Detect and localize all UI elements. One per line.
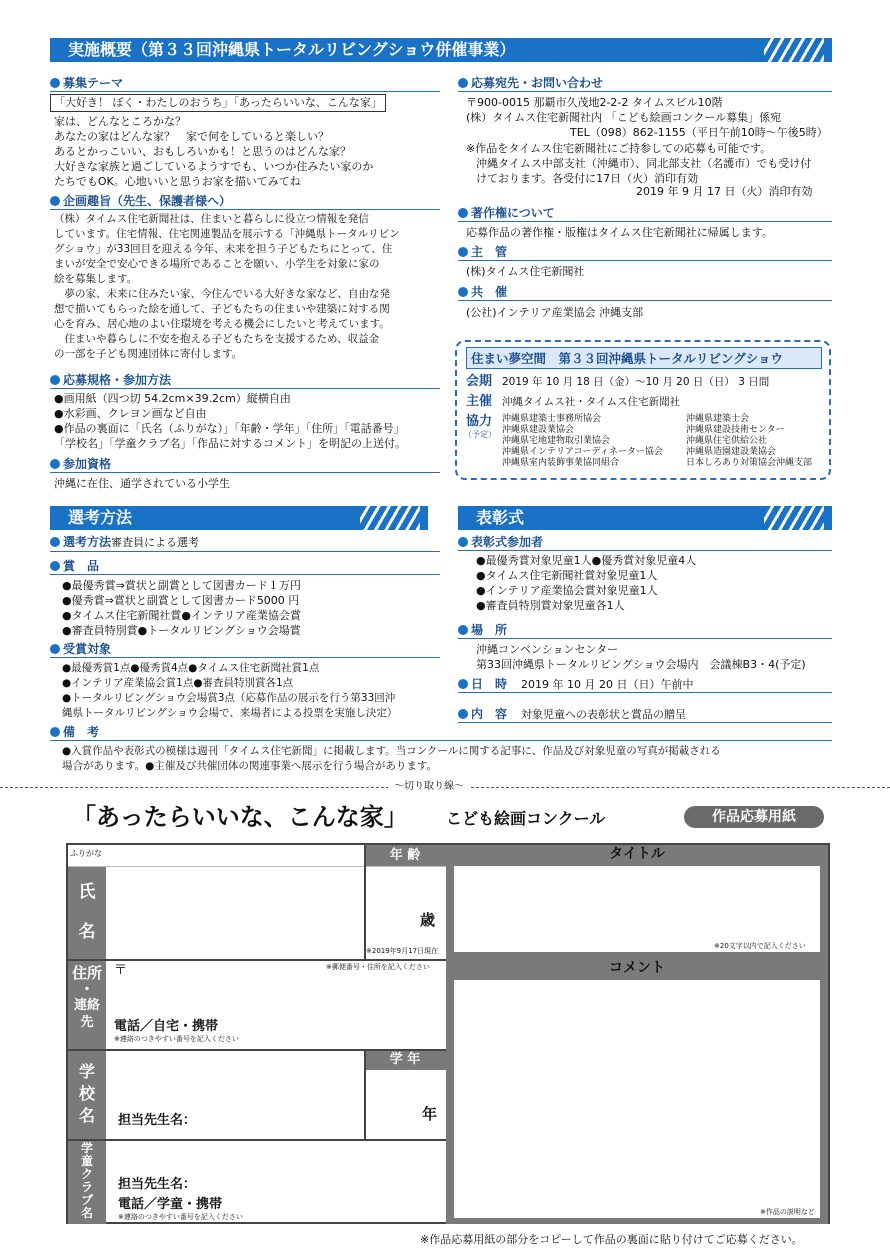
grade-unit: 年	[422, 1105, 438, 1123]
bullet-icon	[50, 561, 60, 571]
entry-form	[66, 843, 830, 1224]
deadline: 2019 年 9 月 17 日（火）消印有効	[636, 185, 813, 198]
bullet-icon	[50, 644, 60, 654]
bullet-icon	[50, 375, 60, 385]
eligibility-text: 沖縄に在住、通学されている小学生	[54, 477, 230, 490]
coop-left-list: 沖縄県建築士事務所協会 沖縄県建設業協会 沖縄県宅地建物取引業協会 沖縄県インテリアコーディネーター協会 沖縄県室内装飾事業協同組合	[502, 414, 663, 468]
purpose-heading: 企画趣旨（先生、保護者様へ）	[50, 193, 440, 210]
organizer-text: (株)タイムス住宅新聞社	[466, 265, 585, 278]
ceremony-band	[458, 506, 832, 530]
phone-note: ※連絡のつきやすい番号を記入ください	[114, 1035, 239, 1043]
rule	[68, 959, 446, 961]
host-text: 沖縄タイムス社・タイムス住宅新聞社	[502, 396, 681, 408]
club-teacher-input[interactable]	[208, 1175, 444, 1195]
method-heading: 選考方法審査員による選考	[50, 534, 440, 551]
phone-label: 電話／自宅・携帯	[114, 1019, 219, 1034]
club-label: 学 童 ク ラ ブ 名	[68, 1139, 106, 1224]
prizes-list: ●最優秀賞⇒賞状と副賞として図書カード１万円 ●優秀賞⇒賞状と副賞として図書カード5000 円 ●タイムス住宅新聞社賞●インテリア産業協会賞 ●審査員特別賞●トータルリビングショウ会場賞	[62, 579, 301, 637]
eligibility-heading: 参加資格	[50, 456, 440, 473]
place-text: 沖縄コンベンションセンター 第33回沖縄県トータルリビングショウ会場内 会議棟B3・4(予定)	[476, 643, 806, 671]
bullet-icon	[50, 727, 60, 737]
age-note: ※2019年9月17日現在	[366, 947, 439, 955]
content-heading: 内 容 対象児童への表彰状と賞品の贈呈	[458, 706, 832, 723]
form-subtitle: こども絵画コンクール	[446, 809, 606, 828]
coop-right-list: 沖縄県建築士会 沖縄県建設技術センター 沖縄県住宅供給公社 沖縄県造園建設業協会 日本しろあり対策協会沖縄支部	[686, 414, 813, 468]
copyright-text: 応募作品の著作権・版権はタイムス住宅新聞社に帰属します。	[466, 226, 773, 239]
furigana-input[interactable]	[108, 846, 362, 865]
bullet-icon	[458, 537, 468, 547]
school-input[interactable]	[108, 1051, 362, 1103]
title-input[interactable]	[454, 866, 820, 952]
purpose-text: （株）タイムス住宅新聞社は、住まいと暮らしに役立つ情報を発信 しています。住宅情報、住宅関連製品を展示する「沖縄県トータルリビン グショウ」が33回目を迎える今年、未来を担う子どもたちにとって、住 まいが安全で安心できる場所であることを願い、小学生を対象に家の 絵を募集します。 夢の家、未来に住みたい家、今住んでいる大好きな家など、自由な発 想で描いてもらった絵を通して、子どもたちの住まいや建築に対する関 心を育み、居心地のよい住環境を考える機会にしたいと考えています。 住まいや暮らしに不安を抱える子どもたちを支援するため、収益金 の一部を子ども関連団体に寄付します。	[54, 213, 400, 360]
stripe-decoration	[360, 506, 420, 530]
selection-band	[50, 506, 428, 530]
comment-input[interactable]	[454, 980, 820, 1218]
bullet-icon	[458, 287, 468, 297]
targets-list: ●最優秀賞1点●優秀賞4点●タイムス住宅新聞社賞1点 ●インテリア産業協会賞1点●審査員特別賞各1点 ●トータルリビングショウ会場賞3点（応募作品の展示を行う第33回沖 縄県トータルリビングショウ会場で、来場者による投票を実施し決定）	[62, 662, 398, 719]
coop-label: 協力	[466, 414, 493, 429]
rules-heading: 応募規格・参加方法	[50, 372, 440, 389]
bullet-icon	[50, 537, 60, 547]
overview-title: 実施概要（第３３回沖縄県トータルリビングショウ併催事業）	[68, 40, 516, 59]
selection-title: 選考方法	[68, 508, 133, 527]
place-heading: 場 所	[458, 622, 832, 639]
rules-text: ●画用紙（四つ切 54.2cm×39.2cm）縦横自由 ●水彩画、クレヨン画など自由 ●作品の裏面に「氏名（ふりがな）」「年齢・学年」「住所」「電話番号」 「学校名」「学童クラブ名」「作品に対するコメント」を明記の上送付。	[54, 392, 406, 450]
name-label: 氏 名	[68, 866, 106, 959]
club-phone-note: ※連絡のつきやすい番号を記入ください	[118, 1213, 243, 1221]
method-rule	[50, 551, 440, 552]
bullet-icon	[458, 247, 468, 257]
form-title: 「あったらいいな、こんな家」	[72, 803, 408, 831]
bullet-icon	[458, 208, 468, 218]
grade-header: 学 年	[364, 1049, 446, 1070]
participants-heading: 表彰式参加者	[458, 534, 832, 551]
copyright-heading: 著作権について	[458, 205, 832, 222]
theme-text: 家は、どんなところかな？ あなたの家はどんな家？ 家で何をしていると楽しい？ あるとかっこいい、おもしろいかも！と思うのはどんな家？ 大好きな家族と過ごしているようすでも、いつか住みたい家のか たちでもOK。心地いいと思うお家を描いてみてね	[54, 115, 374, 188]
age-unit: 歳	[420, 911, 436, 929]
furigana-label: ふりがな	[70, 849, 102, 858]
coop-sub: （予定）	[464, 430, 496, 439]
overview-band	[50, 38, 832, 62]
contact-note: ※作品をタイムス住宅新聞社にご持参しての応募も可能です。 沖縄タイムス中部支社（沖縄市）、同北部支社（名護市）でも受け付 けております。各受付に17日（火）消印有効	[466, 142, 812, 185]
host-label: 主催	[466, 394, 493, 409]
bullet-icon	[458, 679, 468, 689]
phone-input[interactable]	[244, 1017, 442, 1035]
date-heading: 日 時 2019 年 10 月 20 日（日）午前中	[458, 676, 832, 693]
address-input[interactable]	[128, 973, 442, 1013]
address-label: 住所 ・ 連絡先	[68, 959, 106, 1049]
bullet-icon	[458, 78, 468, 88]
prizes-heading: 賞 品	[50, 558, 440, 575]
period-label: 会期	[466, 374, 493, 389]
club-phone-input[interactable]	[244, 1197, 444, 1215]
bullet-icon	[50, 459, 60, 469]
postal-note: ※郵便番号・住所を記入ください	[326, 963, 430, 971]
bullet-icon	[50, 78, 60, 88]
participants-list: ●最優秀賞対象児童1人●優秀賞対象児童4人 ●タイムス住宅新聞社賞対象児童1人 ●インテリア産業協会賞対象児童1人 ●審査員特別賞対象児童各1人	[476, 554, 697, 612]
furigana-rule	[68, 866, 446, 867]
age-header: 年 齢	[364, 845, 446, 866]
theme-heading: 募集テーマ	[50, 75, 440, 92]
grade-input[interactable]	[366, 1072, 420, 1134]
notes-heading: 備 考	[50, 724, 832, 741]
title-note: ※20文字以内で記入ください	[714, 942, 806, 950]
bullet-icon	[458, 625, 468, 635]
club-phone-label: 電話／学童・携帯	[118, 1197, 223, 1212]
ceremony-title: 表彰式	[476, 508, 525, 527]
club-input[interactable]	[108, 1141, 444, 1171]
postal-mark: 〒	[114, 963, 128, 978]
cosponsor-text: (公社)インテリア産業協会 沖縄支部	[466, 306, 644, 319]
teacher-input[interactable]	[208, 1111, 362, 1131]
comment-note: ※作品の説明など	[760, 1208, 815, 1216]
school-label: 学 校 名	[68, 1049, 106, 1139]
comment-label: コメント	[609, 960, 665, 976]
theme-boxed: 「大好き！ ぼく・わたしのおうち」「あったらいいな、こんな家」	[50, 94, 386, 112]
footer-note: ※作品応募用紙の部分をコピーして作品の裏面に貼り付けてご応募ください。	[420, 1233, 803, 1246]
stripe-decoration	[764, 38, 824, 62]
club-teacher-label: 担当先生名：	[118, 1177, 197, 1192]
cosponsor-heading: 共 催	[458, 284, 832, 301]
contact-text: 〒900-0015 那覇市久茂地2-2-2 タイムスビル10階 (株）タイムス住宅新聞社内 「こども絵画コンクール募集」係宛 TEL（098）862-1155（平日午前10時～午後5時）	[466, 96, 828, 139]
notes-text: ●入賞作品や表彰式の模様は週刊「タイムス住宅新聞」に掲載します。当コンクールに関する記事に、作品及び対象児童の写真が掲載される 場合があります。●主催及び共催団体の関連事業へ展示を行う場合があります。	[62, 745, 721, 772]
bullet-icon	[458, 709, 468, 719]
show-title: 住まい夢空間 第３３回沖縄県トータルリビングショウ	[466, 347, 822, 369]
stripe-decoration	[764, 506, 824, 530]
bullet-icon	[50, 196, 60, 206]
teacher-label: 担当先生名：	[118, 1113, 197, 1128]
cut-line-label: ～切り取り線～	[388, 779, 470, 794]
targets-heading: 受賞対象	[50, 641, 440, 658]
organizer-heading: 主 管	[458, 244, 832, 261]
name-input[interactable]	[108, 868, 362, 957]
contact-heading: 応募宛先・お問い合わせ	[458, 75, 832, 92]
form-badge: 作品応募用紙	[684, 806, 824, 828]
period-text: 2019 年 10 月 18 日（金）～10 月 20 日（日） 3 日間	[502, 376, 770, 388]
age-input[interactable]	[366, 868, 444, 943]
title-label: タイトル	[609, 846, 665, 862]
